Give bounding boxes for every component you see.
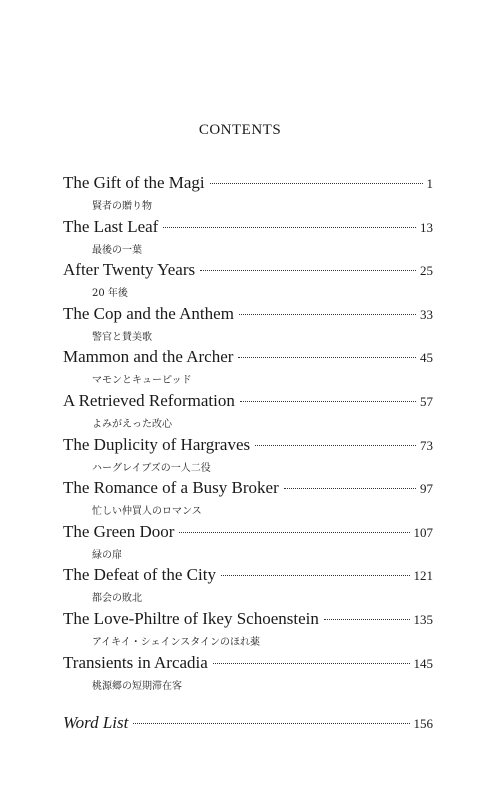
entry-title: The Last Leaf (63, 216, 159, 236)
entry-page-number: 73 (420, 437, 433, 453)
entry-page-number: 1 (426, 176, 433, 191)
dot-leader (255, 445, 416, 446)
entry-japanese-title: マモンとキューピッド (92, 375, 192, 387)
entry-title: The Defeat of the City (63, 565, 216, 585)
entry-title: The Gift of the Magi (63, 173, 205, 192)
dot-leader (238, 357, 416, 358)
dot-leader (213, 663, 410, 664)
entry-page-number: 25 (420, 263, 433, 279)
toc-entry[interactable] (63, 653, 433, 697)
entry-page-number: 57 (420, 393, 433, 409)
entry-japanese-title: 20 年後 (92, 288, 128, 300)
entry-japanese-title: 忙しい仲買人のロマンス (92, 506, 202, 518)
entry-title: Mammon and the Archer (63, 347, 234, 367)
page-title: CONTENTS (198, 122, 282, 138)
toc-entry[interactable] (63, 478, 433, 522)
dot-leader (179, 532, 409, 533)
entry-japanese-title: 賢者の贈り物 (92, 201, 152, 212)
table-of-contents (63, 173, 433, 696)
toc-entry[interactable] (63, 304, 433, 348)
dot-leader (324, 619, 410, 620)
entry-japanese-title: 桃源郷の短期滞在客 (92, 680, 182, 692)
toc-entry[interactable] (63, 260, 433, 304)
toc-entry[interactable] (63, 391, 433, 435)
dot-leader (133, 723, 409, 724)
toc-entry[interactable] (63, 522, 433, 566)
entry-page-number: 33 (420, 306, 433, 322)
entry-title: Word List (63, 713, 129, 732)
entry-page-number: 97 (420, 481, 433, 497)
entry-japanese-title: 警官と賛美歌 (92, 331, 152, 343)
entry-title: The Romance of a Busy Broker (63, 478, 279, 498)
toc-entry[interactable] (63, 609, 433, 653)
entry-page-number: 135 (413, 611, 433, 627)
toc-entry[interactable] (63, 435, 433, 479)
entry-page-number: 107 (413, 524, 433, 540)
entry-japanese-title: 緑の扉 (92, 549, 122, 561)
dot-leader (210, 183, 423, 184)
entry-page-number: 45 (420, 350, 433, 366)
toc-entry[interactable] (63, 173, 433, 217)
dot-leader (200, 270, 416, 271)
entry-title: The Cop and the Anthem (63, 303, 234, 323)
toc-entry[interactable] (63, 347, 433, 391)
entry-title: The Love-Philtre of Ikey Schoenstein (63, 608, 319, 628)
dot-leader (239, 314, 416, 315)
entry-japanese-title: ハーグレイブズの一人二役 (92, 462, 211, 474)
entry-title: A Retrieved Reformation (63, 390, 235, 410)
dot-leader (284, 488, 416, 489)
entry-page-number: 121 (413, 568, 433, 584)
entry-title: Transients in Arcadia (63, 652, 208, 672)
toc-entry-word-list[interactable] (63, 713, 433, 737)
toc-entry[interactable] (63, 565, 433, 609)
entry-title: The Duplicity of Hargraves (63, 434, 251, 454)
entry-japanese-title: アイキイ・シェインスタインのほれ薬 (92, 636, 260, 648)
dot-leader (163, 227, 416, 228)
entry-page-number: 13 (420, 219, 433, 235)
dot-leader (221, 575, 410, 576)
entry-japanese-title: よみがえった改心 (92, 418, 172, 430)
entry-title: After Twenty Years (63, 260, 196, 280)
dot-leader (240, 401, 416, 402)
entry-title: The Green Door (63, 521, 175, 541)
entry-page-number: 145 (413, 655, 433, 671)
entry-page-number: 156 (413, 716, 433, 731)
entry-japanese-title: 都会の敗北 (92, 593, 142, 605)
entry-japanese-title: 最後の一葉 (92, 244, 142, 256)
toc-entry[interactable] (63, 217, 433, 261)
